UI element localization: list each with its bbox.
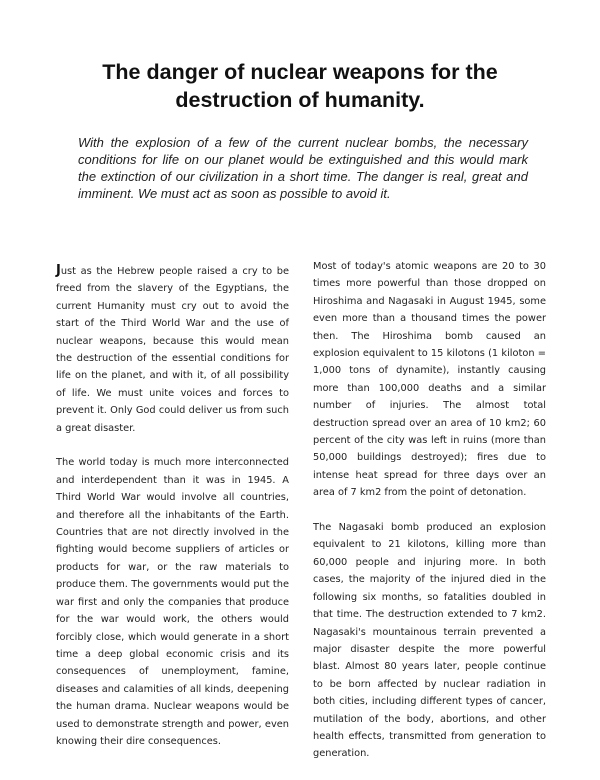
left-paragraph-1-text: ust as the Hebrew people raised a cry to be freed from the slavery of the Egyptians, the current Humanity must cry out to avoid the start of the Third World War and the use of nuclear weapons, because this would mean the destruction of the essential conditions for life on the planet, and with it, of all possibility of life. We must unite voices and forces to prevent it. Only God could deliver us from such a great disaster. [56,266,289,434]
left-paragraph-1 [56,262,289,437]
left-column [56,262,289,768]
right-paragraph-1: Most of today's atomic weapons are 20 to 30 times more powerful than those dropped on Hiroshima and Nagasaki in August 1945, some even more than a thousand times the power then. The Hiroshima bomb caused an explosion equivalent to 15 kilotons (1 kiloton = 1,000 tons of dynamite), instantly causing more than 100,000 deaths and a similar number of injuries. The almost total destruction spread over an area of 10 km2; 60 percent of the city was left in ruins (more than 50,000 buildings destroyed); fires due to intense heat spread for three days over an area of 7 km2 from the point of detonation. [313,261,546,499]
lead-paragraph: With the explosion of a few of the current nuclear bombs, the necessary conditions for life on our planet would be extinguished and this would mark the extinction of our civilization in a short time. The danger is real, great and imminent. We must act as soon as possible to avoid it. [78,135,528,201]
right-paragraph-2: The Nagasaki bomb produced an explosion equivalent to 21 kilotons, killing more than 60,000 people and injuring more. In both cases, the majority of the injured died in the following six months, so fatalities doubled in that time. The destruction extended to 7 km2. Nagasaki's mountainous terrain prevented a major disaster despite the more powerful blast. Almost 80 years later, people continue to be born affected by nuclear radiation in both cities, including different types of cancer, mutilation of the body, abortions, and other health effects, transmitted from generation to generation. [313,522,546,760]
right-column [313,258,546,780]
document-title: The danger of nuclear weapons for the destruction of humanity. [102,60,498,112]
left-paragraph-2: The world today is much more interconnected and interdependent than it was in 1945. A Third World War would involve all countries, and therefore all the inhabitants of the Earth. Countries that are not directly involved in the fighting would become suppliers of articles or products for war, or the raw materials to produce them. The governments would put the war first and only the companies that produce for the war would work, the others would forcibly close, which would generate in a short time a deep global economic crisis and its consequences of unemployment, famine, diseases and calamities of all kinds, deepening the human drama. Nuclear weapons would be used to demonstrate strength and power, even knowing their dire consequences. [56,457,289,747]
drop-cap: J [56,263,61,278]
